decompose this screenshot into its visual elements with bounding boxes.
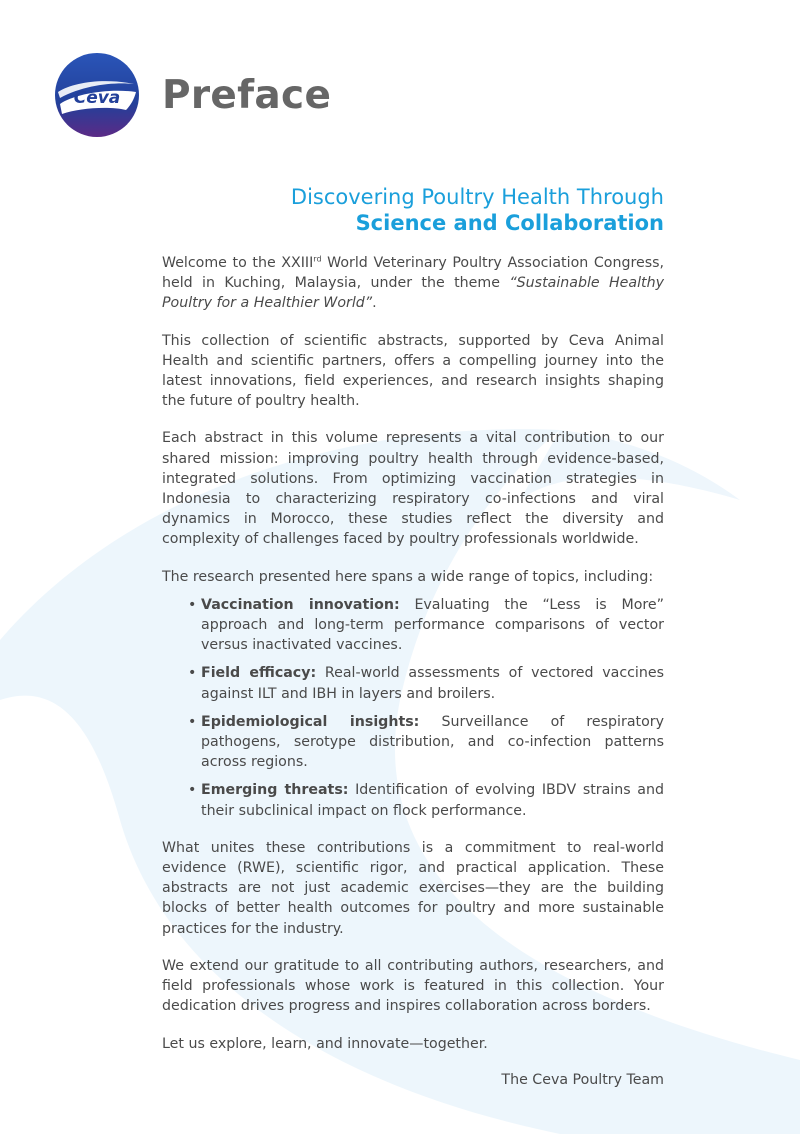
topic-label: Emerging threats: bbox=[201, 782, 349, 799]
list-item bbox=[188, 780, 664, 820]
bullet-icon: • bbox=[188, 596, 197, 613]
topic-label: Field efficacy: bbox=[201, 665, 317, 682]
bullet-icon: • bbox=[188, 665, 197, 682]
final-line: Let us explore, learn, and innovate—together. bbox=[162, 1035, 488, 1052]
preface-subtitle bbox=[162, 184, 664, 236]
topic-text: Real-world assessments of vectored vaccines against ILT and IBH in layers and broilers. bbox=[201, 665, 664, 702]
ceva-logo bbox=[54, 52, 140, 138]
signature: The Ceva Poultry Team bbox=[501, 1071, 664, 1088]
intro-superscript: rd bbox=[313, 254, 322, 264]
body-paragraph: This collection of scientific abstracts, supported by Ceva Animal Health and scientific partners, offers a compelling journey into the latest innovations, field experiences, and research insights shaping the future of poultry health. bbox=[162, 332, 664, 410]
topic-label: Epidemiological insights: bbox=[201, 713, 420, 730]
body-paragraph: Each abstract in this volume represents a vital contribution to our shared mission: improving poultry health through evidence-based, integrated solutions. From optimizing vaccination strategies in Indonesia to characterizing respiratory co-infections and viral dynamics in Morocco, these studies reflect the diversity and complexity of challenges faced by poultry professionals worldwide. bbox=[162, 430, 664, 548]
intro-text-middle: World Veterinary Poultry Association Congress, held in Kuching, Malaysia, under the theme bbox=[162, 255, 664, 292]
gratitude-paragraph: We extend our gratitude to all contributing authors, researchers, and field professionals whose work is featured in this collection. Your dedication drives progress and inspires collaboration across borders. bbox=[162, 957, 664, 1015]
topics-list bbox=[162, 595, 664, 821]
preface-content bbox=[162, 184, 664, 1090]
topic-text: Evaluating the “Less is More” approach and long-term performance comparisons of vector versus inactivated vaccines. bbox=[201, 596, 664, 654]
list-item bbox=[188, 663, 664, 703]
page-header bbox=[54, 52, 331, 138]
topic-label: Vaccination innovation: bbox=[201, 596, 400, 613]
page-title: Preface bbox=[162, 72, 332, 118]
subtitle-line-2: Science and Collaboration bbox=[355, 211, 664, 235]
intro-text-end: . bbox=[372, 295, 377, 312]
list-item bbox=[188, 595, 664, 656]
topic-text: Identification of evolving IBDV strains and their subclinical impact on flock performance. bbox=[201, 782, 664, 819]
intro-text-start: Welcome to the XXIII bbox=[162, 255, 314, 271]
bullet-icon: • bbox=[188, 782, 197, 799]
logo-text: Ceva bbox=[73, 88, 121, 108]
topic-text: Surveillance of respiratory pathogens, serotype distribution, and co-infection patterns across regions. bbox=[201, 713, 664, 771]
topics-intro-paragraph: The research presented here spans a wide range of topics, including: bbox=[162, 568, 654, 585]
closing-paragraph: What unites these contributions is a commitment to real-world evidence (RWE), scientific rigor, and practical application. These abstracts are not just academic exercises—they are the building blocks of better health outcomes for poultry and more sustainable practices for the industry. bbox=[162, 839, 664, 937]
subtitle-line-1: Discovering Poultry Health Through bbox=[290, 185, 664, 209]
congress-theme: “Sustainable Healthy Poultry for a Healthier World” bbox=[162, 275, 665, 312]
list-item bbox=[188, 712, 664, 773]
bullet-icon: • bbox=[188, 713, 197, 730]
intro-paragraph bbox=[162, 253, 664, 314]
